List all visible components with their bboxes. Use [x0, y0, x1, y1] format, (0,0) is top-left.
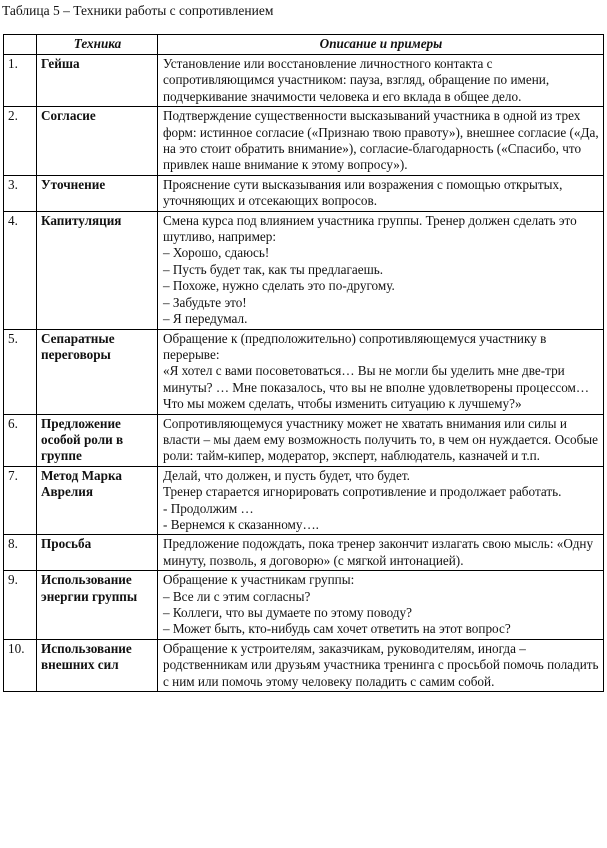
technique-description	[158, 466, 604, 535]
header-num	[4, 35, 37, 55]
description-line: Прояснение сути высказывания или возражения с помощью открытых, уточняющих и отсекающих вопросов.	[163, 176, 563, 209]
table-row	[4, 571, 604, 640]
description-line: – Хорошо, сдаюсь!	[163, 245, 270, 261]
technique-name: Капитуляция	[37, 211, 158, 329]
row-number: 1.	[4, 55, 37, 107]
header-technique: Техника	[37, 35, 158, 55]
description-line: Смена курса под влиянием участника группы. Тренер должен сделать это шутливо, например:	[163, 212, 577, 245]
description-line: – Похоже, нужно сделать это по-другому.	[163, 278, 395, 294]
technique-description	[158, 175, 604, 211]
table-row	[4, 535, 604, 571]
technique-name: Уточнение	[37, 175, 158, 211]
header-description: Описание и примеры	[158, 35, 604, 55]
row-number: 10.	[4, 639, 37, 691]
technique-name: Сепаратные переговоры	[37, 329, 158, 414]
description-line: – Пусть будет так, как ты предлагаешь.	[163, 261, 384, 277]
description-line: Обращение к (предположительно) сопротивляющемуся участнику в перерыве:	[163, 330, 547, 362]
description-line: Предложение подождать, пока тренер закончит излагать свою мысль: «Одну минуту, позволь, я договорю» (с мягкой интонацией).	[163, 536, 594, 568]
description-line: Подтверждение существенности высказываний участника в одной из трех форм: истинное согласие («Признаю твою правоту»), внешнее согласие («Да, на это стоит обратить внимание»), согласие-благодарность («Спасибо, что привлек наше внимание к этому вопросу»).	[163, 108, 599, 173]
row-number: 5.	[4, 329, 37, 414]
table-row	[4, 414, 604, 466]
technique-description	[158, 329, 604, 414]
description-line: Тренер старается игнорировать сопротивление и продолжает работать.	[163, 484, 562, 500]
technique-name: Гейша	[37, 55, 158, 107]
techniques-table	[3, 34, 604, 692]
description-line: – Забудьте это!	[163, 294, 247, 310]
row-number: 6.	[4, 414, 37, 466]
technique-description	[158, 107, 604, 176]
technique-description	[158, 414, 604, 466]
description-line: - Вернемся к сказанному….	[163, 516, 319, 532]
description-line: «Я хотел с вами посоветоваться… Вы не могли бы уделить мне две-три минуты? … Мне показалось, что вы не вполне удовлетворены процессом… Что мы можем сделать, чтобы изменить ситуацию к лучшему?»	[163, 363, 590, 412]
row-number: 8.	[4, 535, 37, 571]
row-number: 3.	[4, 175, 37, 211]
table-row	[4, 55, 604, 107]
description-line: – Коллеги, что вы думаете по этому поводу?	[163, 605, 412, 620]
technique-description	[158, 639, 604, 691]
description-line: Сопротивляющемуся участнику может не хватать внимания или силы и власти – мы даем ему возможность получить то, в чем он нуждается. Особые роли: тайм-кипер, модератор, эксперт, наблюдатель, казначей и т.п.	[163, 415, 599, 464]
description-line: Обращение к устроителям, заказчикам, руководителям, иногда – родственникам или друзьям участника тренинга с просьбой помочь поладить с ним или помочь этому человеку поладить с самим собой.	[163, 640, 599, 689]
technique-name: Метод Марка Аврелия	[37, 466, 158, 535]
row-number: 2.	[4, 107, 37, 176]
description-line: Установление или восстановление личностного контакта с сопротивляющимся участником: пауза, взгляд, обращение по имени, подчеркивание значимости человека и его вклада в общее дело.	[163, 56, 550, 104]
technique-description	[158, 55, 604, 107]
row-number: 9.	[4, 571, 37, 640]
technique-name: Предложение особой роли в группе	[37, 414, 158, 466]
table-row	[4, 466, 604, 535]
description-line: - Продолжим …	[163, 500, 254, 516]
technique-description	[158, 571, 604, 640]
technique-name: Просьба	[37, 535, 158, 571]
table-row	[4, 175, 604, 211]
table-row	[4, 639, 604, 691]
technique-description	[158, 535, 604, 571]
description-line: – Я передумал.	[163, 311, 248, 327]
row-number: 4.	[4, 211, 37, 329]
technique-name: Согласие	[37, 107, 158, 176]
description-line: Делай, что должен, и пусть будет, что будет.	[163, 467, 410, 483]
technique-name: Использование энергии группы	[37, 571, 158, 640]
technique-name: Использование внешних сил	[37, 639, 158, 691]
table-row	[4, 329, 604, 414]
table-caption: Таблица 5 – Техники работы с сопротивлением	[2, 3, 274, 18]
table-row	[4, 211, 604, 329]
table-row	[4, 107, 604, 176]
description-line: Обращение к участникам группы:	[163, 572, 355, 588]
row-number: 7.	[4, 466, 37, 535]
technique-description	[158, 211, 604, 329]
description-line: – Все ли с этим согласны?	[163, 588, 311, 604]
description-line: – Может быть, кто-нибудь сам хочет ответить на этот вопрос?	[163, 621, 511, 637]
header-row	[4, 35, 604, 55]
